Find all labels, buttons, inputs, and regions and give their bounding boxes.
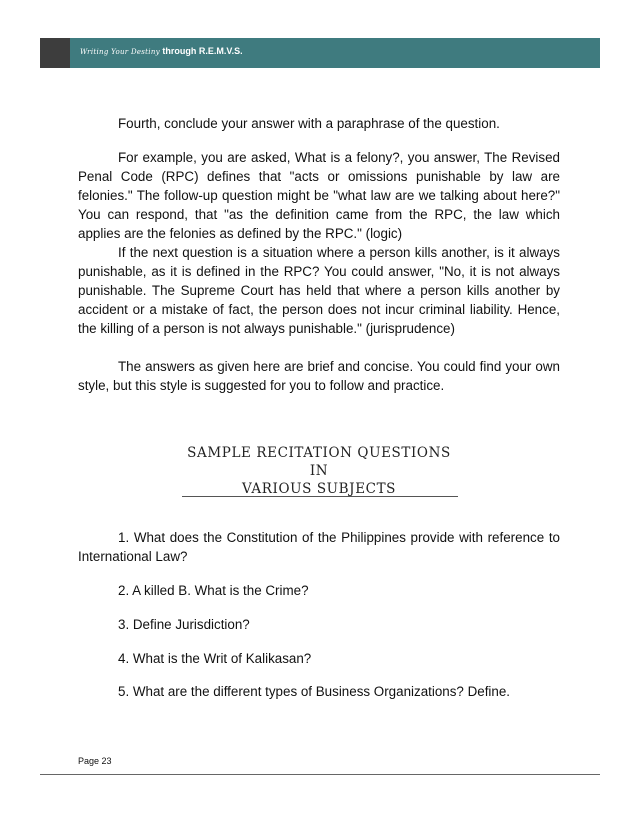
question-item <box>78 682 560 701</box>
header-dark-block <box>40 38 70 68</box>
paragraph-conclude: Fourth, conclude your answer with a paraphrase of the question. <box>118 116 500 131</box>
paragraph-felony-example: For example, you are asked, What is a felony?, you answer, The Revised Penal Code (RPC) defines that "acts or omissions punishable by law are felonies." The follow-up question might be "what law are we talking about here?" You can respond, that "as the definition came from the RPC, the law which applies are the felonies as defined by the RPC." (logic) <box>78 150 560 241</box>
running-header <box>80 46 243 56</box>
question-3: 3. Define Jurisdiction? <box>118 617 250 632</box>
question-5: 5. What are the different types of Business Organizations? Define. <box>118 684 511 699</box>
section-heading-line-2: IN <box>309 463 329 479</box>
question-item <box>78 615 560 634</box>
section-heading-line-1: SAMPLE RECITATION QUESTIONS <box>187 445 451 461</box>
question-4: 4. What is the Writ of Kalikasan? <box>118 651 312 666</box>
question-1: 1. What does the Constitution of the Philippines provide with reference to International Law? <box>78 530 560 564</box>
header-bold-title: through R.E.M.V.S. <box>162 46 243 56</box>
paragraph-jurisprudence: If the next question is a situation where a person kills another, is it always punishable, as it is defined in the RPC? You could answer, "No, it is not always punishable. The Supreme Court has held that where a person kills another by accident or a mistake of fact, the person does not incur criminal liability. Hence, the killing of a person is not always punishable." (jurisprudence) <box>78 245 560 336</box>
page-number: Page 23 <box>78 756 112 766</box>
question-item <box>78 528 560 566</box>
footer-rule <box>40 774 600 775</box>
question-item <box>78 649 560 668</box>
section-heading-underline <box>182 496 458 497</box>
question-item <box>78 581 560 600</box>
body-paragraph <box>78 148 560 243</box>
body-paragraph <box>78 243 560 338</box>
question-2: 2. A killed B. What is the Crime? <box>118 583 309 598</box>
body-paragraph <box>78 357 560 395</box>
header-script-title: Writing Your Destiny <box>80 48 160 56</box>
paragraph-brief-answers: The answers as given here are brief and concise. You could find your own style, but this style is suggested for you to follow and practice. <box>78 359 560 393</box>
section-heading-line-3: VARIOUS SUBJECTS <box>241 481 397 497</box>
body-paragraph <box>78 114 560 133</box>
